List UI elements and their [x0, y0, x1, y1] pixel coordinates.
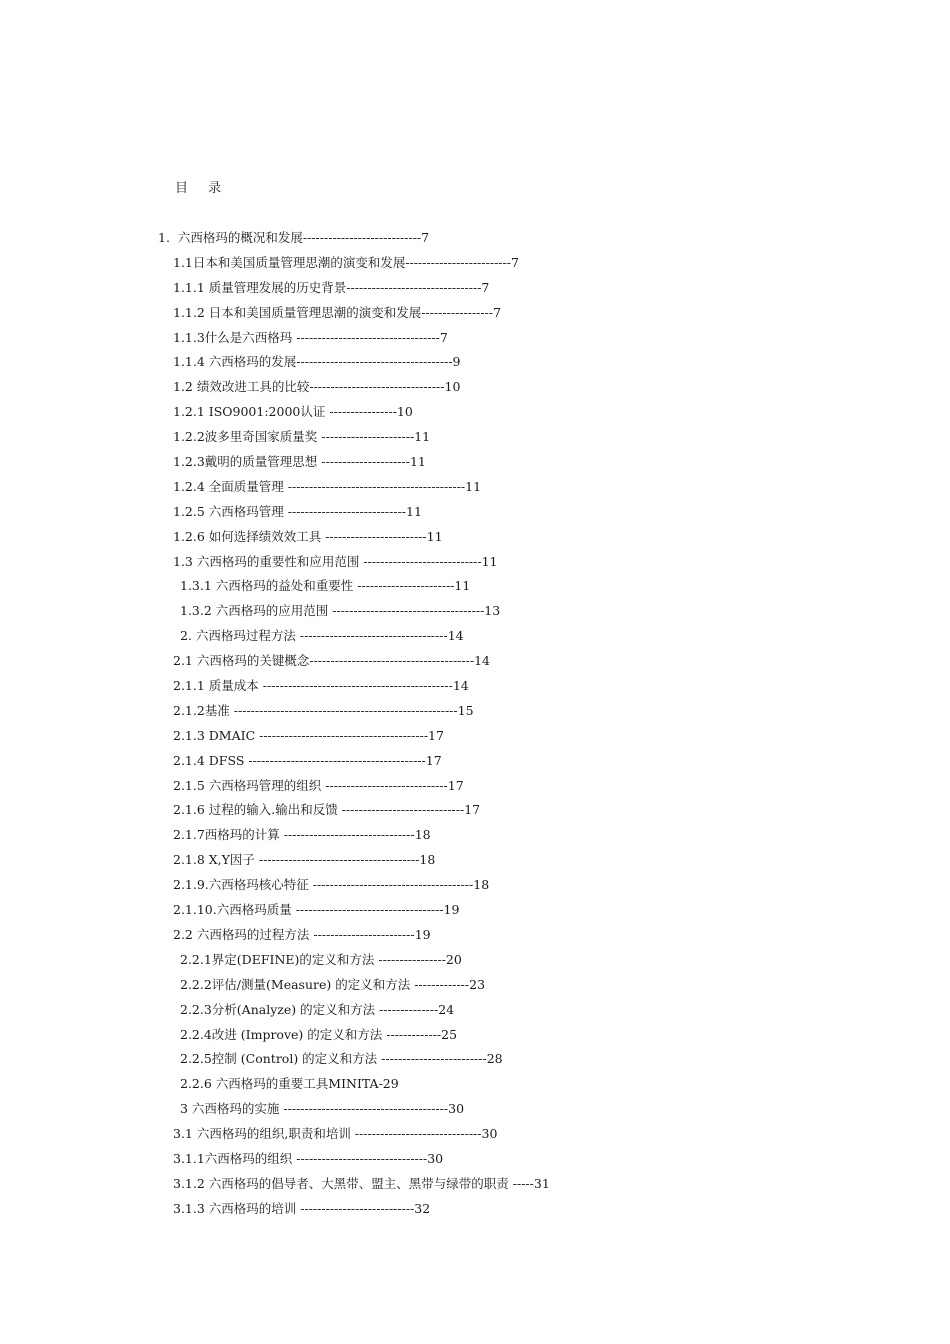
toc-entry	[0, 699, 950, 724]
toc-entry-text: 2.1.10.六西格玛质量 -----------------------------------19	[173, 902, 460, 918]
toc-entry-text: 2.2 六西格玛的过程方法 ------------------------19	[173, 926, 431, 942]
toc-entry-text: 3.1.2 六西格玛的倡导者、大黑带、盟主、黑带与绿带的职责 -----31	[173, 1175, 550, 1191]
toc-entry	[0, 574, 950, 599]
toc-entry	[0, 1023, 950, 1048]
toc-entry	[0, 375, 950, 400]
toc-entry	[0, 525, 950, 550]
toc-entry-text: 1.3 六西格玛的重要性和应用范围 ----------------------------11	[173, 553, 498, 569]
toc-entry	[0, 923, 950, 948]
toc-entry	[0, 973, 950, 998]
toc-entry	[0, 649, 950, 674]
toc-entry	[0, 1172, 950, 1197]
toc-entry	[0, 848, 950, 873]
toc-entry	[0, 500, 950, 525]
toc-entry	[0, 998, 950, 1023]
toc-entry-text: 1.2.3戴明的质量管理思想 ---------------------11	[173, 454, 426, 470]
toc-entry	[0, 326, 950, 351]
toc-entry	[0, 724, 950, 749]
toc-entry-text: 2.1.7西格玛的计算 -------------------------------18	[173, 827, 431, 843]
toc-entry	[0, 774, 950, 799]
toc-entry	[0, 1097, 950, 1122]
toc-entry	[0, 450, 950, 475]
toc-entry-text: 3.1.3 六西格玛的培训 ---------------------------32	[173, 1200, 431, 1216]
toc-entry	[0, 624, 950, 649]
toc-entry-text: 1. 六西格玛的概况和发展----------------------------7	[158, 230, 430, 245]
toc-entry	[0, 674, 950, 699]
toc-entry-text: 2.1.2基准 -----------------------------------------------------15	[173, 702, 474, 718]
toc-entry	[0, 550, 950, 575]
toc-entry-text: 2.1.4 DFSS ------------------------------------------17	[173, 752, 442, 768]
toc-entry	[0, 823, 950, 848]
toc-entry	[0, 599, 950, 624]
toc-entry-text: 2.1.5 六西格玛管理的组织 -----------------------------17	[173, 777, 464, 793]
toc-entry	[0, 898, 950, 923]
toc-title: 目 录	[175, 181, 230, 196]
toc-entry	[0, 251, 950, 276]
toc-entry-text: 1.2.6 如何选择绩效效工具 ------------------------11	[173, 528, 443, 544]
toc-entry-text: 1.1.3什么是六西格玛 ----------------------------------7	[173, 329, 448, 345]
toc-entry	[0, 798, 950, 823]
toc-entry	[0, 1122, 950, 1147]
toc-entry-text: 1.2.5 六西格玛管理 ----------------------------11	[173, 503, 422, 519]
toc-entry	[0, 400, 950, 425]
toc-entry-text: 2.1.1 质量成本 ---------------------------------------------14	[173, 678, 469, 694]
toc-list	[0, 226, 950, 1222]
toc-entry-text: 1.3.1 六西格玛的益处和重要性 -----------------------11	[180, 578, 471, 594]
toc-entry	[0, 873, 950, 898]
toc-entry	[0, 749, 950, 774]
toc-entry	[0, 226, 950, 251]
toc-entry	[0, 350, 950, 375]
toc-entry	[0, 301, 950, 326]
toc-entry-text: 2.2.1界定(DEFINE)的定义和方法 ----------------20	[180, 951, 462, 967]
toc-entry	[0, 948, 950, 973]
toc-entry-text: 2.2.5控制 (Control) 的定义和方法 -------------------------28	[180, 1051, 503, 1067]
toc-entry	[0, 1197, 950, 1222]
toc-entry	[0, 1047, 950, 1072]
toc-entry-text: 1.1日本和美国质量管理思潮的演变和发展-------------------------7	[173, 254, 519, 270]
toc-entry-text: 2.2.6 六西格玛的重要工具MINITA-29	[180, 1076, 399, 1092]
toc-entry	[0, 475, 950, 500]
toc-entry-text: 1.1.2 日本和美国质量管理思潮的演变和发展-----------------7	[173, 304, 502, 320]
toc-entry	[0, 276, 950, 301]
toc-entry-text: 1.1.4 六西格玛的发展-------------------------------------9	[173, 354, 461, 370]
toc-entry-text: 2.1 六西格玛的关键概念---------------------------------------14	[173, 653, 490, 669]
toc-entry	[0, 1072, 950, 1097]
toc-entry-text: 2.2.4改进 (Improve) 的定义和方法 -------------25	[180, 1026, 458, 1042]
toc-entry-text: 2.1.9.六西格玛核心特征 --------------------------------------18	[173, 877, 490, 893]
toc-entry-text: 2. 六西格玛过程方法 -----------------------------------14	[180, 628, 464, 644]
toc-entry-text: 1.2 绩效改进工具的比较--------------------------------10	[173, 379, 461, 395]
toc-entry-text: 3 六西格玛的实施 ---------------------------------------30	[180, 1101, 465, 1117]
toc-entry-text: 2.1.6 过程的输入.输出和反馈 -----------------------------17	[173, 802, 481, 818]
toc-entry	[0, 425, 950, 450]
toc-entry-text: 1.2.1 ISO9001:2000认证 ----------------10	[173, 404, 413, 420]
toc-entry-text: 3.1 六西格玛的组织,职责和培训 ------------------------------30	[173, 1126, 498, 1142]
toc-entry-text: 3.1.1六西格玛的组织 -------------------------------30	[173, 1150, 444, 1166]
toc-entry-text: 1.2.2波多里奇国家质量奖 ----------------------11	[173, 429, 431, 445]
toc-entry-text: 1.3.2 六西格玛的应用范围 ------------------------------------13	[180, 603, 501, 619]
toc-entry-text: 2.2.3分析(Analyze) 的定义和方法 --------------24	[180, 1001, 455, 1017]
toc-entry-text: 2.1.8 X,Y因子 --------------------------------------18	[173, 852, 436, 868]
toc-entry-text: 1.2.4 全面质量管理 ------------------------------------------11	[173, 478, 482, 494]
toc-entry	[0, 1147, 950, 1172]
toc-entry-text: 2.1.3 DMAIC ----------------------------------------17	[173, 727, 444, 743]
toc-entry-text: 1.1.1 质量管理发展的历史背景--------------------------------7	[173, 279, 490, 295]
toc-entry-text: 2.2.2评估/测量(Measure) 的定义和方法 -------------23	[180, 976, 486, 992]
